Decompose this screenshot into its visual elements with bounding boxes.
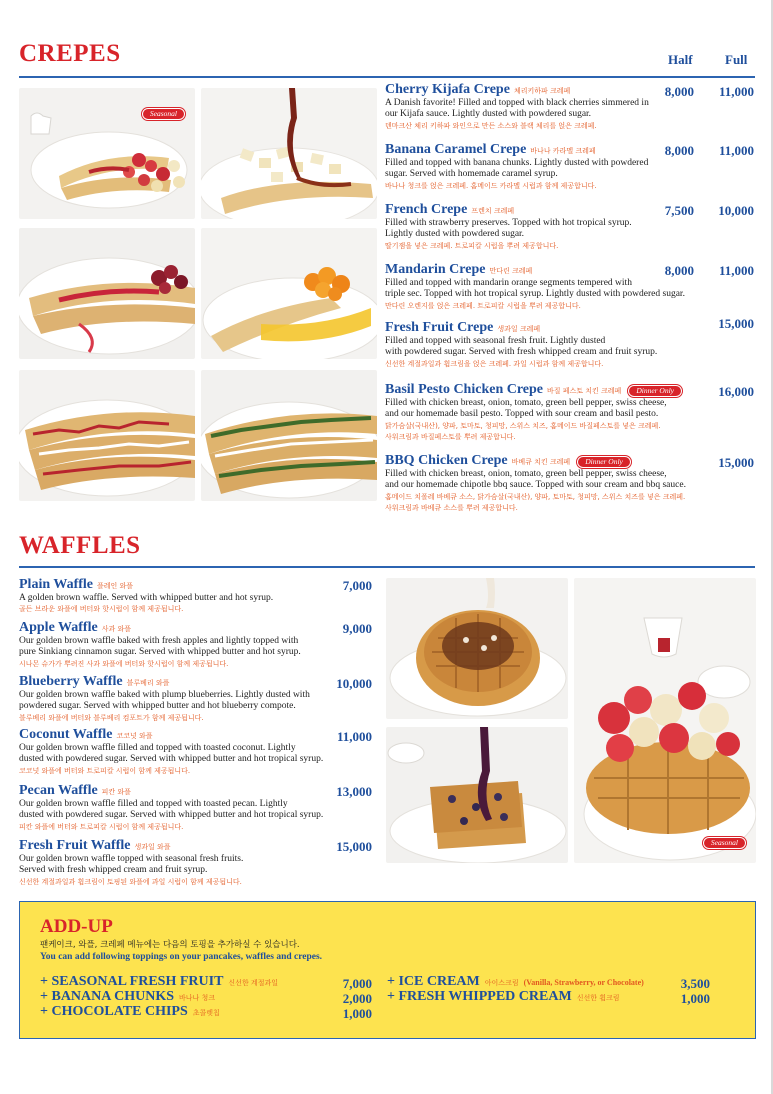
menu-item-french-crepe xyxy=(385,202,685,252)
full-price: 10,000 xyxy=(718,203,754,218)
item-description: Filled and topped with mandarin orange segments tempered with xyxy=(385,278,632,288)
item-description: pure Sinkiang cinnamon sugar. Served with whipped butter and hot syrup. xyxy=(19,647,301,658)
waffle-price: 15,000 xyxy=(336,839,372,854)
item-description-korean: 딸기잼을 넣은 크레페. 트로피칼 시럽을 뿌려 제공합니다. xyxy=(385,241,559,250)
item-description: Our golden brown waffle baked with plump blueberries. Lightly dusted with xyxy=(19,690,310,700)
half-price: 7,500 xyxy=(664,203,694,218)
item-name: Cherry Kijafa Crepe xyxy=(385,82,510,97)
addon-price: 1,000 xyxy=(342,1006,372,1021)
item-name: Fresh Fruit Crepe xyxy=(385,320,494,335)
full-price: 11,000 xyxy=(718,263,754,278)
item-description: with powdered sugar. Served with fresh whipped cream and fruit syrup. xyxy=(385,347,658,358)
item-description: Filled with chicken breast, onion, tomato, green bell pepper, swiss cheese, xyxy=(385,469,667,479)
crepes-divider xyxy=(19,76,755,78)
addon-korean-name: 신선한 휩크림 xyxy=(576,994,620,1002)
item-description-korean: 만다린 오렌지를 얹은 크레페. 트로피칼 시럽을 뿌려 제공합니다. xyxy=(385,301,581,310)
addon-korean-name: 아이스크림 xyxy=(484,979,519,987)
menu-item-bbq-chicken-crepe xyxy=(385,453,725,514)
item-description: Our golden brown waffle filled and topped with toasted pecan. Lightly xyxy=(19,799,288,809)
full-price: 15,000 xyxy=(718,455,754,470)
add-up-title: ADD-UP xyxy=(40,916,113,937)
dinner-only-badge: Dinner Only xyxy=(577,456,631,468)
addon-fresh-whipped-cream xyxy=(387,989,620,1005)
item-description: triple sec. Topped with hot tropical syrup. Lightly dusted with powdered sugar. xyxy=(385,289,685,300)
menu-item-cherry-kijafa-crepe xyxy=(385,82,685,132)
item-description: A Danish favorite! Filled and topped with black cherries simmered in xyxy=(385,98,649,108)
item-korean-name: 바베큐 치킨 크레페 xyxy=(511,458,571,466)
item-description-korean: 닭가슴살(국내산), 양파, 토마토, 청피망, 스위스 치즈, 홈메이드 바질페스토를 넣은 크레페. xyxy=(385,421,661,430)
item-korean-name: 프렌치 크레페 xyxy=(471,207,515,215)
item-description: dusted with powdered sugar. Served with whipped butter and hot tropical syrup. xyxy=(19,810,324,821)
french-crepe-photo xyxy=(19,228,195,359)
waffle-price: 13,000 xyxy=(336,784,372,799)
item-description: sugar. Served with homemade caramel syrup. xyxy=(385,169,558,180)
addon-name: + ICE CREAM xyxy=(387,974,480,989)
half-price: 8,000 xyxy=(664,143,694,158)
addon-seasonal-fresh-fruit xyxy=(40,974,278,990)
item-description: Filled and topped with banana chunks. Lightly dusted with powdered xyxy=(385,158,649,168)
add-up-panel xyxy=(19,901,756,1039)
item-name: Apple Waffle xyxy=(19,620,98,635)
item-description-korean: 피칸 와플에 버터와 트로피칼 시럽이 함께 제공됩니다. xyxy=(19,822,184,831)
item-description: our Kijafa sauce. Lightly dusted with powdered sugar. xyxy=(385,109,592,120)
addon-price: 1,000 xyxy=(680,991,710,1006)
dinner-only-badge: Dinner Only xyxy=(628,385,682,397)
item-description-korean: 블루베리 와플에 버터와 블루베리 컴포트가 함께 제공됩니다. xyxy=(19,713,204,722)
item-korean-name: 만다린 크레페 xyxy=(489,267,533,275)
half-column-header: Half xyxy=(668,52,693,67)
item-description-korean: 사워크림과 바베큐 소스를 뿌려 제공합니다. xyxy=(385,503,518,512)
full-price: 15,000 xyxy=(718,316,754,331)
item-korean-name: 코코넛 와플 xyxy=(116,732,153,740)
item-description-korean: 덴마크산 체리 키하파 와인으로 만든 소스와 블랙 체리를 얹은 크레페. xyxy=(385,121,597,130)
item-korean-name: 사과 와플 xyxy=(101,625,131,633)
item-description-korean: 시나몬 슈가가 뿌려진 사과 와플에 버터와 핫시럽이 함께 제공됩니다. xyxy=(19,659,229,668)
item-name: French Crepe xyxy=(385,202,468,217)
addon-banana-chunks xyxy=(40,989,215,1005)
item-description-korean: 바나나 청크를 얹은 크레페. 홈메이드 카라멜 시럽과 함께 제공합니다. xyxy=(385,181,597,190)
item-description-korean: 사워크림과 바질페스토를 뿌려 제공합니다. xyxy=(385,432,516,441)
addon-price: 7,000 xyxy=(342,976,372,991)
full-price: 11,000 xyxy=(718,143,754,158)
item-description: and our homemade chipotle bbq sauce. Topped with sour cream and bbq sauce. xyxy=(385,480,686,491)
item-name: Banana Caramel Crepe xyxy=(385,142,527,157)
item-description: A golden brown waffle. Served with whipped butter and hot syrup. xyxy=(19,593,274,603)
crepes-title: CREPES xyxy=(19,40,121,67)
addon-chocolate-chips xyxy=(40,1004,220,1020)
item-description-korean: 홈메이드 치폴레 바베큐 소스, 닭가슴살(국내산), 양파, 토마토, 청피망, 스위스 치즈를 넣은 크레페. xyxy=(385,492,686,501)
addon-korean-name: 신선한 계절과일 xyxy=(228,979,278,987)
addon-name: + SEASONAL FRESH FRUIT xyxy=(40,974,224,989)
item-korean-name: 체리키하파 크레페 xyxy=(513,87,571,95)
bbq-chicken-crepe-photo xyxy=(201,370,377,501)
pecan-waffle-photo xyxy=(386,578,568,719)
menu-item-fresh-fruit-crepe xyxy=(385,320,715,370)
item-name: Mandarin Crepe xyxy=(385,262,486,277)
item-description: powdered sugar. Served with whipped butter and hot blueberry compote. xyxy=(19,701,296,712)
seasonal-badge: Seasonal xyxy=(703,837,746,849)
addon-name: + BANANA CHUNKS xyxy=(40,989,174,1004)
addon-ice-cream xyxy=(387,974,644,990)
waffle-price: 11,000 xyxy=(336,729,372,744)
fresh-fruit-waffle-photo xyxy=(574,578,756,863)
full-column-header: Full xyxy=(725,52,748,67)
item-description: Filled with chicken breast, onion, tomato, green bell pepper, swiss cheese, xyxy=(385,398,667,408)
waffle-price: 7,000 xyxy=(342,578,372,593)
item-korean-name: 피칸 와플 xyxy=(101,788,131,796)
item-description-korean: 골든 브라운 와플에 버터와 핫시럽이 함께 제공됩니다. xyxy=(19,605,184,614)
item-description-korean: 신선한 계절과일과 휩크림을 얹은 크레페. 과일 시럽과 함께 제공합니다. xyxy=(385,359,604,368)
cherry-crepe-photo xyxy=(19,88,195,219)
item-description: and our homemade basil pesto. Topped with sour cream and basil pesto. xyxy=(385,409,659,420)
full-price: 16,000 xyxy=(718,384,754,399)
item-name: Fresh Fruit Waffle xyxy=(19,838,131,853)
item-name: BBQ Chicken Crepe xyxy=(385,453,508,468)
item-description-korean: 신선한 계절과일과 휩크림이 토핑된 와플에 과일 시럽이 함께 제공됩니다. xyxy=(19,877,242,886)
addon-korean-name: 바나나 청크 xyxy=(179,994,216,1002)
item-name: Coconut Waffle xyxy=(19,727,113,742)
half-price: 8,000 xyxy=(664,263,694,278)
waffle-price: 10,000 xyxy=(336,676,372,691)
item-description: Filled and topped with seasonal fresh fruit. Lightly dusted xyxy=(385,336,606,346)
addon-name: + FRESH WHIPPED CREAM xyxy=(387,989,572,1004)
item-name: Basil Pesto Chicken Crepe xyxy=(385,382,544,397)
item-description: Our golden brown waffle baked with fresh apples and lightly topped with xyxy=(19,636,299,646)
item-korean-name: 바질 페스토 치킨 크레페 xyxy=(547,387,622,395)
waffles-divider xyxy=(19,566,755,568)
waffles-title: WAFFLES xyxy=(19,532,141,559)
item-korean-name: 플레인 와플 xyxy=(97,582,134,590)
basil-pesto-crepe-photo xyxy=(19,370,195,501)
item-korean-name: 바나나 카라멜 크레페 xyxy=(530,147,596,155)
item-name: Plain Waffle xyxy=(19,577,94,592)
item-description: dusted with powdered sugar. Served with whipped butter and hot tropical syrup. xyxy=(19,754,324,765)
half-price: 8,000 xyxy=(664,84,694,99)
add-up-intro: You can add following toppings on your pancakes, waffles and crepes. xyxy=(40,952,323,962)
banana-caramel-crepe-photo xyxy=(201,88,377,219)
seasonal-badge: Seasonal xyxy=(142,108,185,120)
item-name: Pecan Waffle xyxy=(19,783,98,798)
addon-name: + CHOCOLATE CHIPS xyxy=(40,1004,188,1019)
item-korean-name: 생과일 크레페 xyxy=(497,325,541,333)
waffle-price: 9,000 xyxy=(342,621,372,636)
item-name: Blueberry Waffle xyxy=(19,674,123,689)
addon-price: 3,500 xyxy=(680,976,710,991)
item-description: Our golden brown waffle filled and topped with toasted coconut. Lightly xyxy=(19,743,296,753)
addon-flavor-note: (Vanilla, Strawberry, or Chocolate) xyxy=(523,978,644,987)
item-korean-name: 블루베리 와플 xyxy=(126,679,170,687)
addon-korean-name: 초콜렛칩 xyxy=(192,1009,220,1017)
item-korean-name: 생과일 와플 xyxy=(134,843,171,851)
item-description: Filled with strawberry preserves. Topped with hot tropical syrup. xyxy=(385,218,632,228)
menu-item-banana-caramel-crepe xyxy=(385,142,685,192)
menu-item-basil-pesto-chicken-crepe xyxy=(385,382,715,443)
item-description-korean: 코코넛 와플에 버터와 트로피칼 시럽이 함께 제공됩니다. xyxy=(19,766,191,775)
item-description: Lightly dusted with powdered sugar. xyxy=(385,229,525,240)
blueberry-waffle-photo xyxy=(386,727,568,863)
full-price: 11,000 xyxy=(718,84,754,99)
item-description: Served with fresh whipped cream and fruit syrup. xyxy=(19,865,208,876)
add-up-intro-korean: 팬케이크, 와플, 크레페 메뉴에는 다음의 토핑을 추가하실 수 있습니다. xyxy=(40,940,300,950)
addon-price: 2,000 xyxy=(342,991,372,1006)
mandarin-crepe-photo xyxy=(201,228,377,359)
item-description: Our golden brown waffle topped with seasonal fresh fruits. xyxy=(19,854,244,864)
